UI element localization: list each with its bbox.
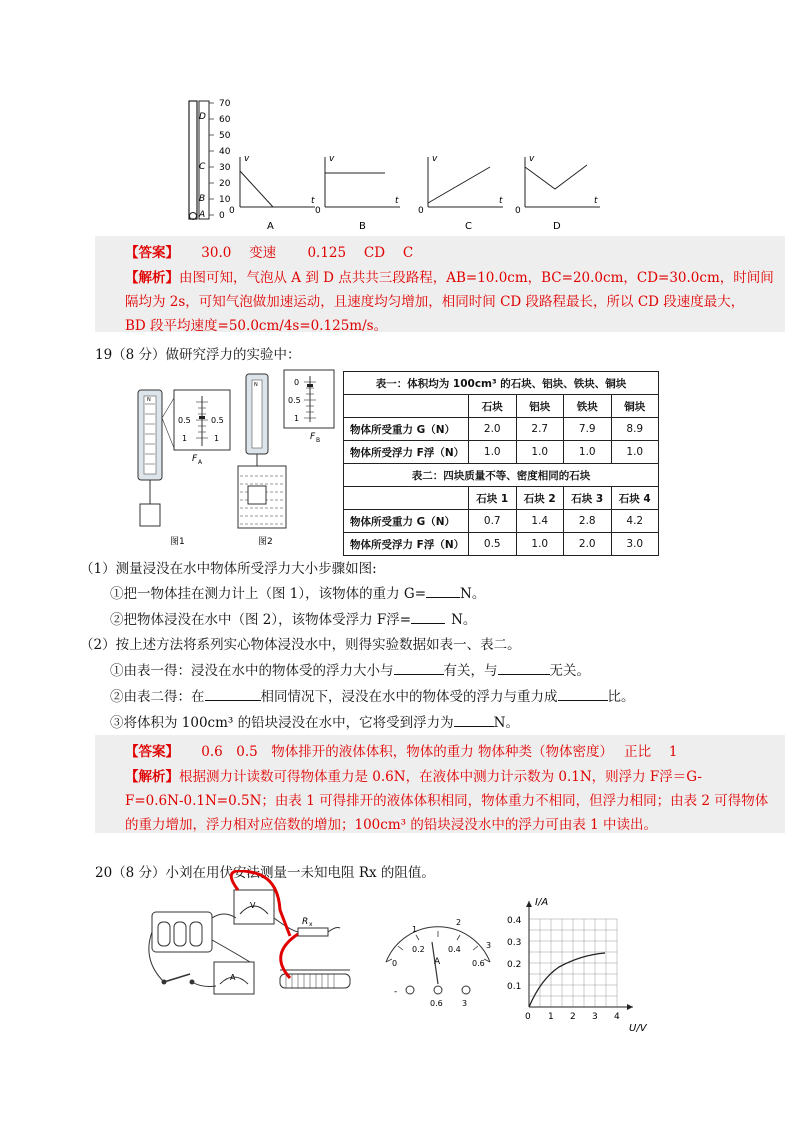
svg-text:U/V: U/V — [629, 1023, 647, 1034]
q18-answer: 【答案】 30.0 变速 0.125 CD C — [125, 245, 414, 261]
q18-answer-box — [95, 236, 785, 332]
vt-graph-a — [229, 154, 315, 232]
q19-answer-box — [95, 735, 785, 833]
svg-text:3: 3 — [462, 999, 468, 1008]
svg-text:1: 1 — [182, 434, 188, 443]
svg-text:v: v — [329, 154, 335, 164]
q19-step2: （2）按上述方法将系列实心物体浸没水中，则得实验数据如表一、表二。 — [80, 637, 521, 653]
svg-text:0: 0 — [418, 206, 424, 216]
scale-label: 70 — [219, 99, 231, 109]
q19-step1b: ②把物体浸没在水中（图 2），该物体受浮力 F浮= N。 — [110, 612, 477, 628]
svg-text:v: v — [432, 154, 438, 164]
svg-text:t: t — [311, 196, 315, 206]
vt-graph-d — [515, 154, 600, 232]
svg-text:0.5: 0.5 — [178, 416, 191, 425]
table1-title: 表一：体积均为 100cm³ 的石块、铝块、铁块、铜块 — [344, 372, 659, 395]
svg-text:1: 1 — [214, 434, 220, 443]
q18-analysis-line3: BD 段平均速度=50.0cm/4s=0.125m/s。 — [125, 318, 388, 334]
svg-text:0.5: 0.5 — [211, 416, 224, 425]
vt-graph-c — [418, 154, 503, 232]
svg-text:0.5: 0.5 — [288, 396, 301, 405]
svg-text:1: 1 — [548, 1012, 554, 1022]
q18-analysis-line1: 【解析】由图可知，气泡从 A 到 D 点共共三段路程，AB=10.0cm，BC=20.0cm，CD=30.0cm，时间间 — [125, 270, 774, 286]
scale-label: 10 — [219, 195, 231, 205]
svg-text:x: x — [309, 921, 313, 928]
svg-text:0: 0 — [392, 959, 398, 968]
q19-tables: 表一：体积均为 100cm³ 的石块、铝块、铁块、铜块 石块 铝块 铁块 铜块 物体所受重力 G（N） 2.0 2.7 7.9 8.9 物体所受浮力 F浮（N） 1.0 1.0 1.0 1.0 表二：四块质量不等、密度相同的石块 石块 1 石块 2 石块 3 石块 4 物体所受重力 G（N） 0.7 1.4 2.8 4.2 物体所受浮力 F浮（N） 0.5 1.0 2.0 3.0 — [343, 371, 659, 556]
svg-text:0.3: 0.3 — [507, 938, 522, 948]
q19-step2c: ③将体积为 100cm³ 的铅块浸没在水中，它将受到浮力为 N。 — [110, 715, 519, 731]
svg-text:0.2: 0.2 — [507, 960, 522, 970]
q19-step2a: ①由表一得：浸没在水中的物体受的浮力大小与 有关，与 无关。 — [110, 663, 590, 679]
svg-text:N: N — [147, 397, 151, 403]
svg-text:4: 4 — [614, 1012, 620, 1022]
svg-text:-: - — [394, 987, 398, 997]
svg-text:t: t — [499, 196, 503, 206]
svg-text:2: 2 — [570, 1012, 576, 1022]
q19-title: 19（8 分）做研究浮力的实验中： — [95, 347, 301, 363]
svg-text:0.1: 0.1 — [507, 982, 522, 992]
point-label: C — [199, 162, 206, 172]
svg-text:0: 0 — [315, 206, 321, 216]
scale-label: 50 — [219, 131, 231, 141]
svg-text:A: A — [267, 221, 274, 232]
svg-text:F: F — [310, 432, 316, 442]
svg-text:C: C — [465, 221, 472, 232]
point-label: B — [199, 194, 206, 204]
svg-text:3: 3 — [486, 941, 492, 950]
svg-text:2: 2 — [456, 918, 462, 927]
q19-analysis-line1: 【解析】根据测力计读数可得物体重力是 0.6N，在液体中测力计示数为 0.1N，则浮力 F浮＝G- — [125, 769, 702, 785]
q20-ammeter-dial — [372, 912, 504, 1008]
q18-analysis-line2: 隔均为 2s，可知气泡做加速运动，且速度均匀增加，相同时间 CD 段路程最长，所以 CD 段速度最大， — [125, 294, 745, 310]
svg-text:v: v — [529, 154, 535, 164]
svg-text:N: N — [254, 382, 258, 388]
svg-text:0: 0 — [515, 206, 521, 216]
svg-text:0: 0 — [294, 378, 300, 387]
svg-text:0.6: 0.6 — [472, 959, 485, 968]
scale-label: 40 — [219, 147, 231, 157]
svg-text:B: B — [316, 437, 321, 444]
table2-title: 表二：四块质量不等、密度相同的石块 — [344, 464, 659, 487]
svg-text:1: 1 — [412, 925, 418, 934]
svg-text:I/A: I/A — [535, 897, 549, 908]
svg-text:A: A — [434, 957, 441, 967]
q19-step1a: ①把一物体挂在测力计上（图 1），该物体的重力 G= N。 — [110, 586, 486, 602]
scale-label: 0 — [219, 211, 225, 221]
svg-text:D: D — [553, 221, 561, 232]
svg-text:V: V — [250, 901, 256, 910]
q19-step1: （1）测量浸没在水中物体所受浮力大小步骤如图: — [80, 561, 377, 577]
point-label: D — [199, 112, 206, 122]
q19-analysis-line2: F=0.6N-0.1N=0.5N；由表 1 可得排开的液体体积相同，物体重力不相同，但浮力相同；由表 2 可得物体 — [125, 793, 769, 809]
svg-text:0: 0 — [525, 1012, 531, 1022]
q20-circuit-figure — [140, 870, 370, 1010]
point-label: A — [199, 210, 206, 220]
svg-text:图1: 图1 — [170, 537, 185, 547]
svg-text:F: F — [192, 454, 198, 464]
svg-text:R: R — [302, 917, 309, 927]
q19-spring-scale-figures — [130, 368, 340, 550]
q20-iu-graph — [505, 895, 655, 1035]
svg-text:B: B — [359, 221, 366, 232]
svg-text:A: A — [198, 459, 203, 466]
q19-analysis-line3: 的重力增加，浮力相对应倍数的增加；100cm³ 的铅块浸没水中的浮力可由表 1 中读出。 — [125, 817, 658, 833]
q18-figure — [185, 95, 605, 235]
scale-label: 20 — [219, 179, 231, 189]
svg-text:1: 1 — [294, 414, 300, 423]
svg-text:3: 3 — [592, 1012, 598, 1022]
svg-text:0: 0 — [229, 206, 235, 216]
svg-text:t: t — [594, 196, 598, 206]
svg-text:0.4: 0.4 — [507, 916, 522, 926]
q20-title: 20（8 分）小刘在用伏安法测量一未知电阻 Rx 的阻值。 — [95, 865, 435, 881]
scale-label: 30 — [219, 163, 231, 173]
svg-text:0.6: 0.6 — [430, 999, 443, 1008]
svg-text:图2: 图2 — [258, 537, 273, 547]
q19-answer: 【答案】 0.6 0.5 物体排开的液体体积，物体的重力 物体种类（物体密度） 正比 1 — [125, 744, 678, 760]
vt-graph-b — [315, 154, 400, 232]
svg-text:0.4: 0.4 — [448, 945, 461, 954]
svg-text:v: v — [244, 154, 250, 164]
svg-text:t: t — [395, 196, 399, 206]
scale-label: 60 — [219, 115, 231, 125]
q19-step2b: ②由表二得：在 相同情况下，浸没在水中的物体受的浮力与重力成 比。 — [110, 689, 635, 705]
svg-text:0.2: 0.2 — [412, 945, 425, 954]
svg-text:A: A — [230, 973, 236, 982]
